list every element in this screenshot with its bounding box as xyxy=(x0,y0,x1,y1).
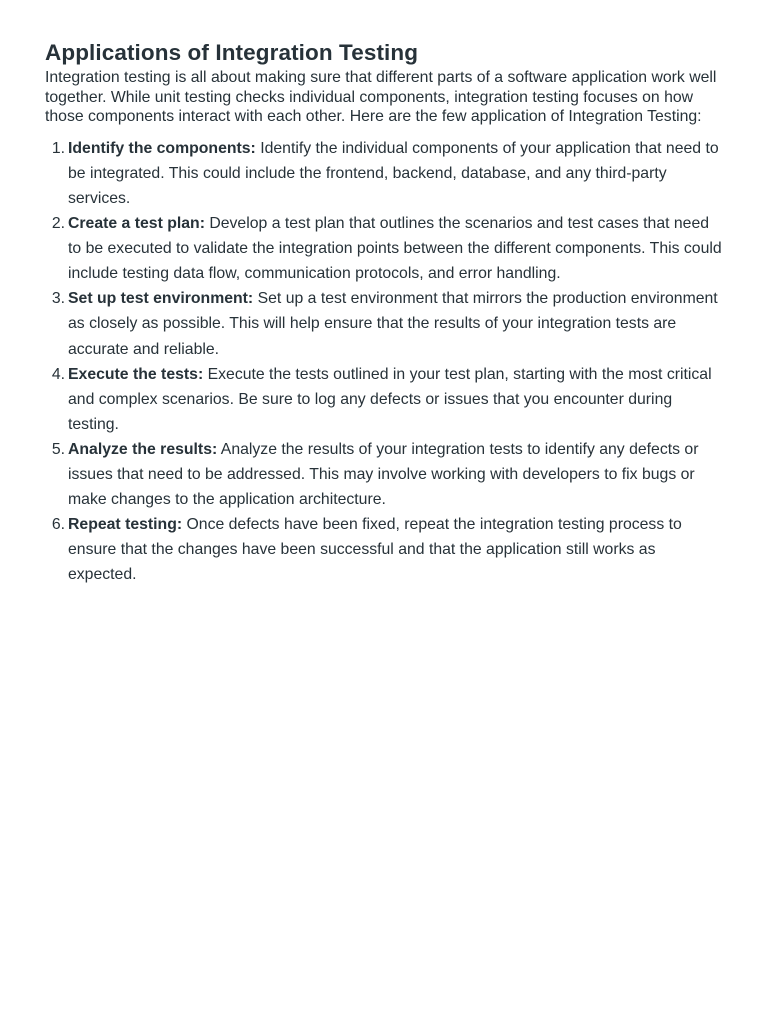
step-number: 4. xyxy=(51,365,65,383)
page-title: Applications of Integration Testing xyxy=(45,40,419,65)
step-text: Develop a test plan that outlines the scenarios and test cases that need to be executed to validate the integration points between the different components. This could include testing data flow, communication protocols, and error handling. xyxy=(68,215,722,283)
step-number: 5. xyxy=(51,440,65,458)
step-title: Repeat testing: xyxy=(68,516,183,534)
step-number: 2. xyxy=(51,215,65,233)
step-title: Create a test plan: xyxy=(68,215,205,233)
step-title: Analyze the results: xyxy=(68,440,218,458)
step-title: Execute the tests: xyxy=(68,365,204,383)
step-text: Set up a test environment that mirrors the production environment as closely as possible. This will help ensure that the results of your integration tests are accurate and reliable. xyxy=(68,290,718,358)
step-title: Identify the components: xyxy=(68,139,256,157)
article xyxy=(45,38,725,587)
step-number: 1. xyxy=(51,139,65,157)
intro-paragraph: Integration testing is all about making sure that different parts of a software application work well together. While unit testing checks individual components, integration testing focuses on how those components interact with each other. Here are the few application of Integration Testing: xyxy=(45,69,717,126)
step-number: 3. xyxy=(51,290,65,308)
list-item xyxy=(51,136,725,211)
list-item xyxy=(51,362,725,437)
step-text: Execute the tests outlined in your test plan, starting with the most critical and complex scenarios. Be sure to log any defects or issues that you encounter during testing. xyxy=(68,365,712,433)
steps-list xyxy=(45,136,725,588)
step-text: Once defects have been fixed, repeat the integration testing process to ensure that the changes have been successful and that the application still works as expected. xyxy=(68,516,682,584)
list-item xyxy=(51,211,725,286)
step-text: Analyze the results of your integration tests to identify any defects or issues that need to be addressed. This may involve working with developers to fix bugs or make changes to the application architecture. xyxy=(68,440,699,509)
list-item xyxy=(51,286,725,361)
step-title: Set up test environment: xyxy=(68,290,254,308)
step-text: Identify the individual components of your application that need to be integrated. This could include the frontend, backend, database, and any third-party services. xyxy=(68,139,719,207)
list-item xyxy=(51,512,725,587)
list-item xyxy=(51,437,725,512)
step-number: 6. xyxy=(51,516,65,534)
